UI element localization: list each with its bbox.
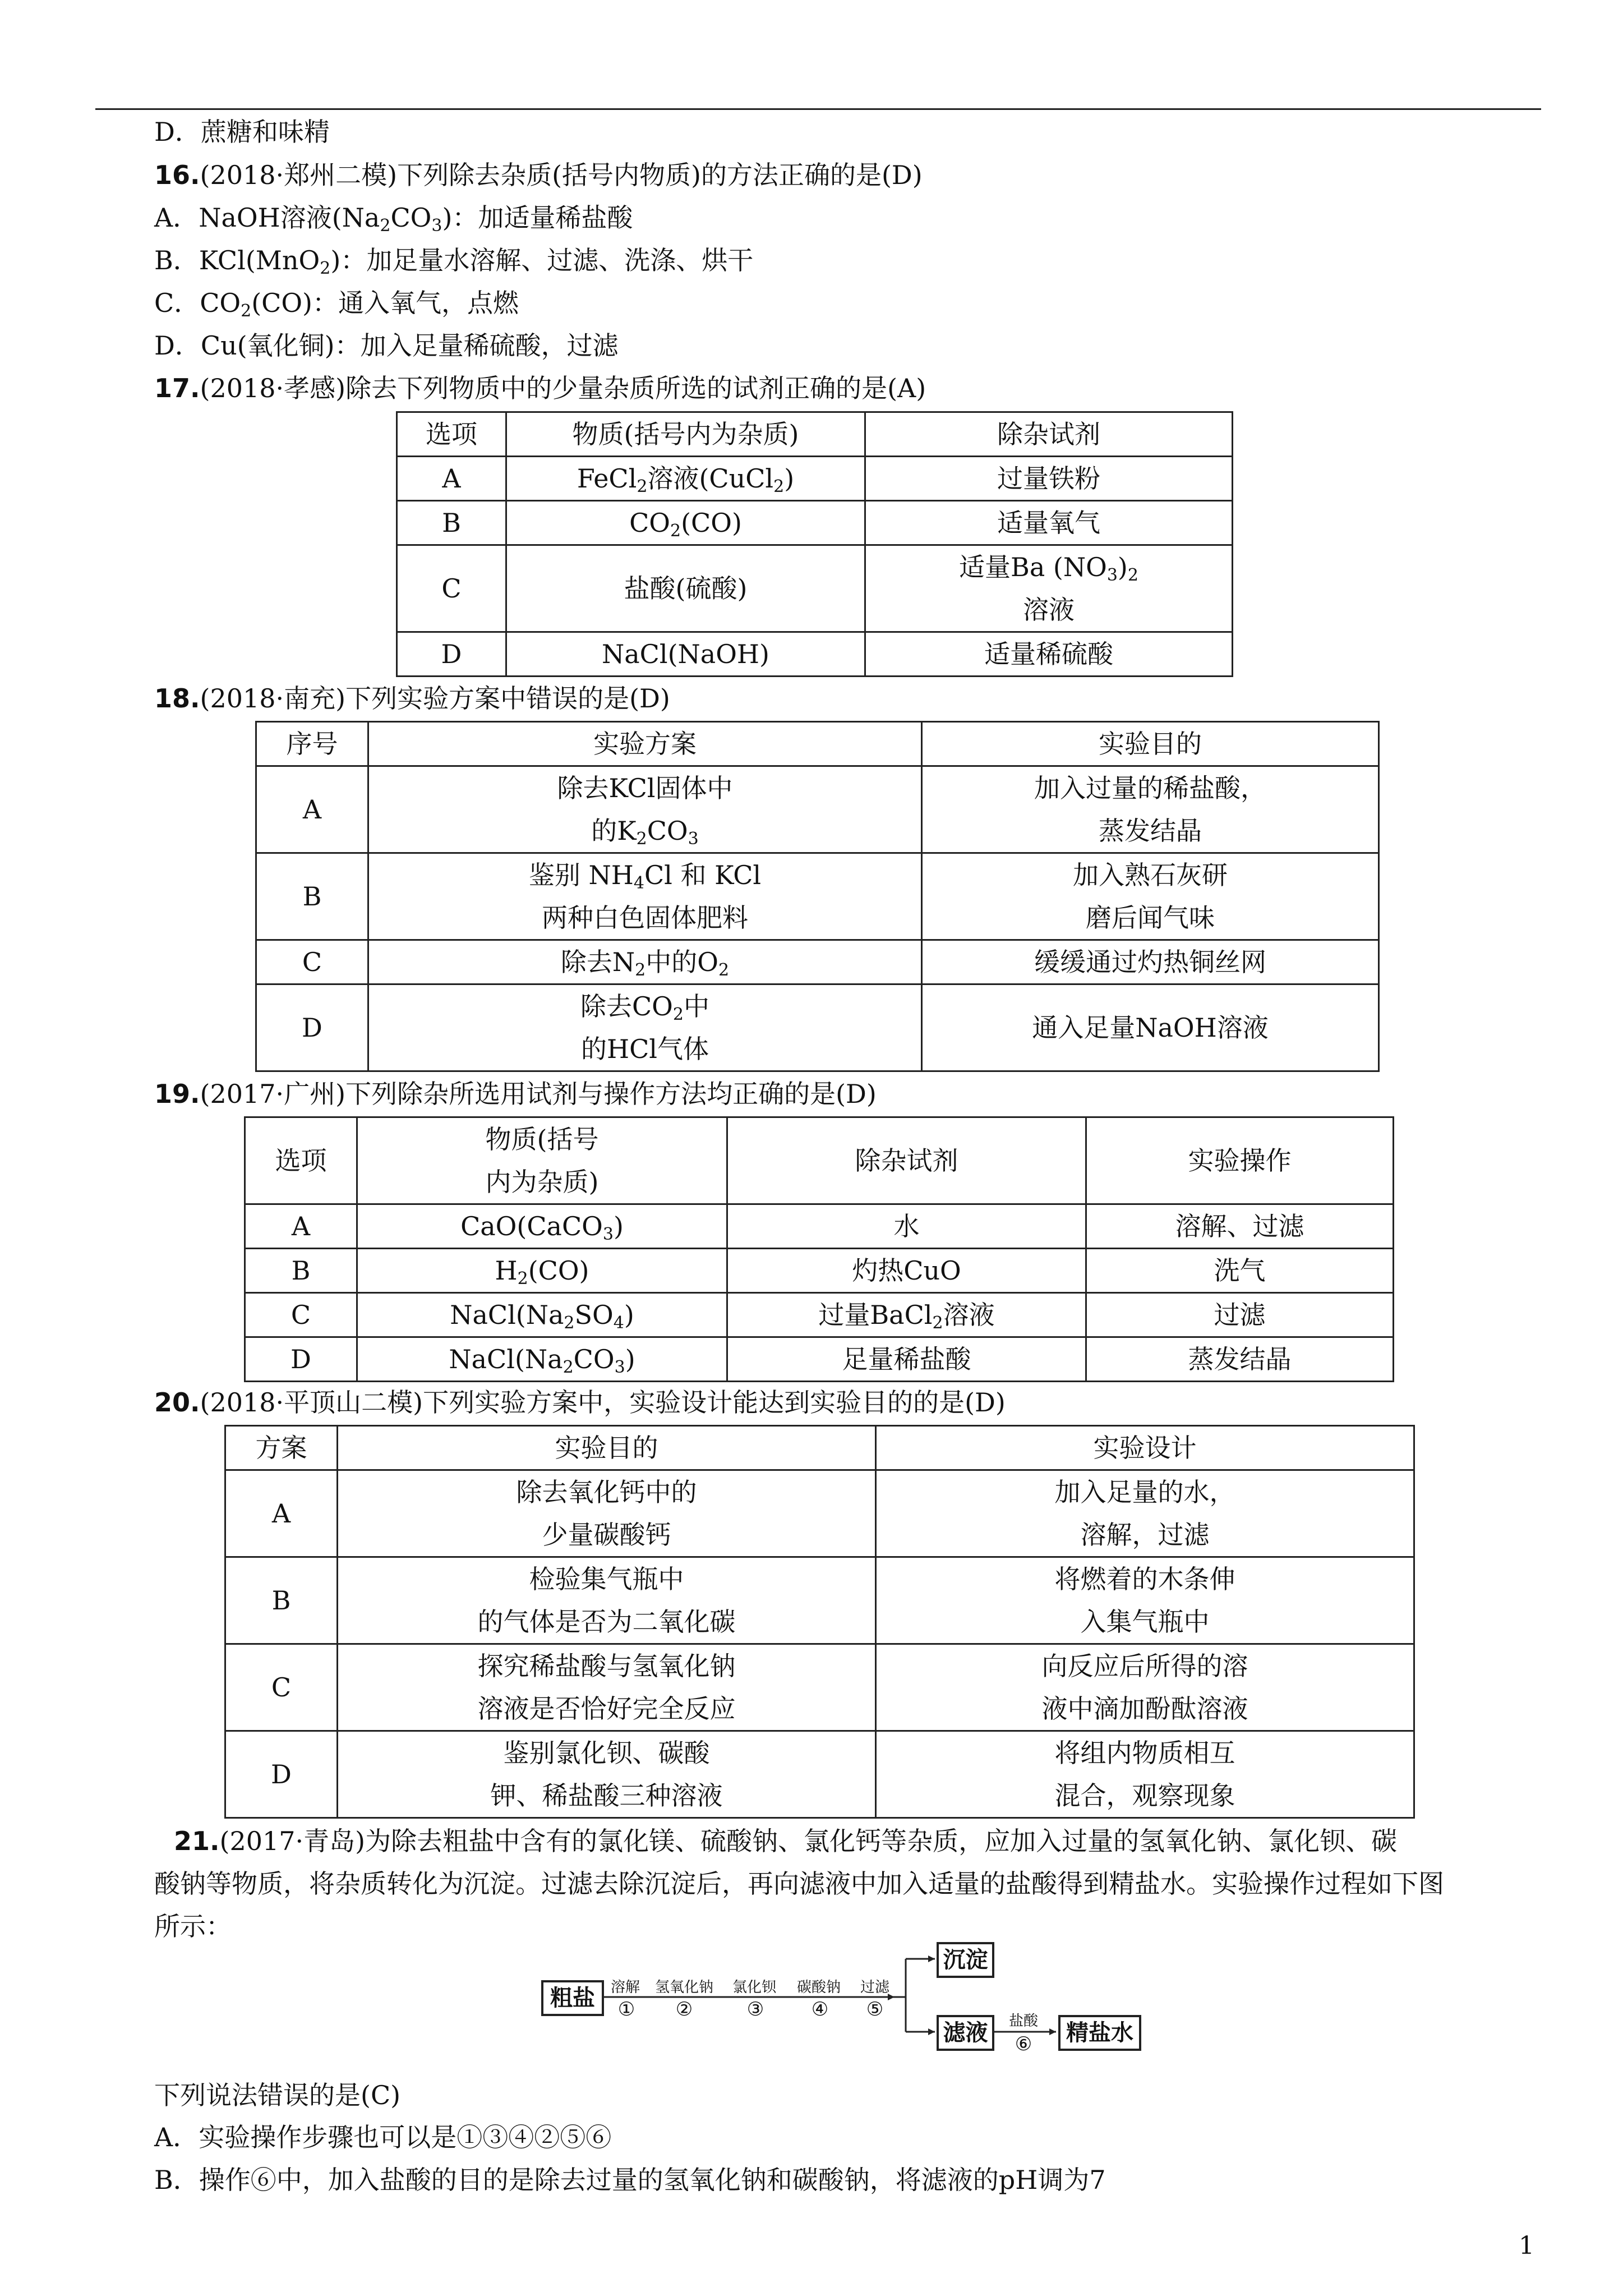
table-row: B 检验集气瓶中 的气体是否为二氧化碳 将燃着的木条伸 入集气瓶中 [225,1557,1414,1644]
table-row: A 除去氧化钙中的 少量碳酸钙 加入足量的水， 溶解，过滤 [225,1470,1414,1557]
q19-table [244,1116,1394,1382]
table-header-row: 选项 物质(括号 内为杂质) 除杂试剂 实验操作 [245,1117,1394,1204]
table-row: D 除去$CO_2$中 的HCl气体 通入足量NaOH溶液 [256,984,1379,1071]
table-header-row: 序号 实验方案 实验目的 [256,722,1379,766]
q15-option-d: D．蔗糖和味精 [154,117,330,147]
q18-stem: 18.(2018·南充)下列实验方案中错误的是(D) [154,683,670,714]
q21-line2: 酸钠等物质，将杂质转化为沉淀。过滤去除沉淀后，再向滤液中加入适量的盐酸得到精盐水。实验操作过程如下图 [154,1869,1444,1899]
q18-number: 18. [154,683,200,714]
q18-table [255,721,1380,1072]
step-label: 氢氧化钠 [654,1979,713,1996]
table-row: C $NaCl(Na_2SO_4)$ 过量BaCl$_2$溶液 过滤 [245,1293,1394,1337]
refined-brine-box: 精盐水 [1058,2015,1141,2051]
table-header-row: 方案 实验目的 实验设计 [225,1426,1414,1470]
table-row: D 鉴别氯化钡、碳酸 钾、稀盐酸三种溶液 将组内物质相互 混合，观察现象 [225,1731,1414,1818]
q21-option-a: A．实验操作步骤也可以是①③④②⑤⑥ [154,2122,612,2152]
step-number: ⑤ [866,1998,884,2021]
table-row: A FeCl$_2$溶液(CuCl$_2$) 过量铁粉 [397,457,1233,501]
acid-label: 盐酸 [1008,2013,1038,2030]
table-row: C 探究稀盐酸与氢氧化钠 溶液是否恰好完全反应 向反应后所得的溶 液中滴加酚酞溶液 [225,1644,1414,1731]
q16-stem-text: (2018·郑州二模)下列除去杂质(括号内物质)的方法正确的是(D) [200,160,923,190]
step-label: 氯化钡 [732,1979,776,1996]
table-row: A 除去KCl固体中 的$K_2CO_3$ 加入过量的稀盐酸， 蒸发结晶 [256,766,1379,853]
step-number: ③ [746,1998,764,2021]
q17-stem: 17.(2018·孝感)除去下列物质中的少量杂质所选的试剂正确的是(A) [154,373,926,403]
header-rule [95,108,1541,110]
table-row: C 盐酸(硫酸) 适量Ba $(NO_3)_2$ 溶液 [397,545,1233,632]
q16-option-b: B．KCl(MnO$_2$)：加足量水溶解、过滤、洗涤、烘干 [154,245,754,278]
q21-line3: 所示： [154,1911,232,1941]
q16-option-d: D．Cu(氧化铜)：加入足量稀硫酸，过滤 [154,330,619,361]
q21-option-b: B．操作⑥中，加入盐酸的目的是除去过量的氢氧化钠和碳酸钠，将滤液的pH调为7 [154,2165,1106,2195]
q21-number: 21. [174,1826,220,1856]
step-number: ④ [811,1998,829,2021]
step-number: ⑥ [1015,2033,1032,2055]
table-row: C 除去$N_2$中的$O_2$ 缓缓通过灼热铜丝网 [256,940,1379,984]
table-row: D NaCl(NaOH) 适量稀硫酸 [397,632,1233,677]
table-header-row [397,412,1233,457]
q16-stem [154,158,923,192]
table-row: A CaO(CaCO$_3$) 水 溶解、过滤 [245,1204,1394,1249]
step-number: ② [675,1998,693,2021]
q16-option-c: C．$CO_2(CO)$：通入氧气，点燃 [154,288,519,321]
q21-line1: 21.(2017·青岛)为除去粗盐中含有的氯化镁、硫酸钠、氯化钙等杂质，应加入过量的氢氧化钠、氯化钡、碳 [174,1826,1398,1856]
step-label: 溶解 [610,1979,640,1996]
page-number: 1 [1519,2231,1534,2260]
q21-prompt: 下列说法错误的是(C) [154,2080,401,2110]
q17-number: 17. [154,373,200,403]
process-flow-diagram [536,1920,1152,2054]
q17-table [396,411,1233,677]
table-row: B $H_2(CO)$ 灼热CuO 洗气 [245,1249,1394,1293]
precipitate-box: 沉淀 [937,1942,994,1978]
q20-table [224,1425,1415,1819]
crude-salt-box: 粗盐 [541,1980,604,2016]
step-label: 碳酸钠 [796,1979,841,1996]
q20-stem: 20.(2018·平顶山二模)下列实验方案中，实验设计能达到实验目的的是(D) [154,1387,1006,1418]
q19-number: 19. [154,1079,200,1109]
q16-option-a: A．NaOH溶液$(Na_2CO_3)$：加适量稀盐酸 [154,203,633,236]
table-header: 选项 [397,412,506,457]
table-header: 物质(括号内为杂质) [506,412,865,457]
q19-stem: 19.(2017·广州)下列除杂所选用试剂与操作方法均正确的是(D) [154,1079,877,1109]
table-row: B $CO_2(CO)$ 适量氧气 [397,501,1233,545]
filtrate-box: 滤液 [937,2015,994,2051]
table-row: B 鉴别 $NH_4Cl$ 和 KCl 两种白色固体肥料 加入熟石灰研 磨后闻气味 [256,853,1379,940]
table-header: 除杂试剂 [865,412,1233,457]
step-number: ① [617,1998,635,2021]
step-label: 过滤 [860,1979,889,1996]
table-row: D $NaCl(Na_2CO_3)$ 足量稀盐酸 蒸发结晶 [245,1337,1394,1382]
q20-number: 20. [154,1387,200,1418]
q16-number: 16. [154,160,200,190]
